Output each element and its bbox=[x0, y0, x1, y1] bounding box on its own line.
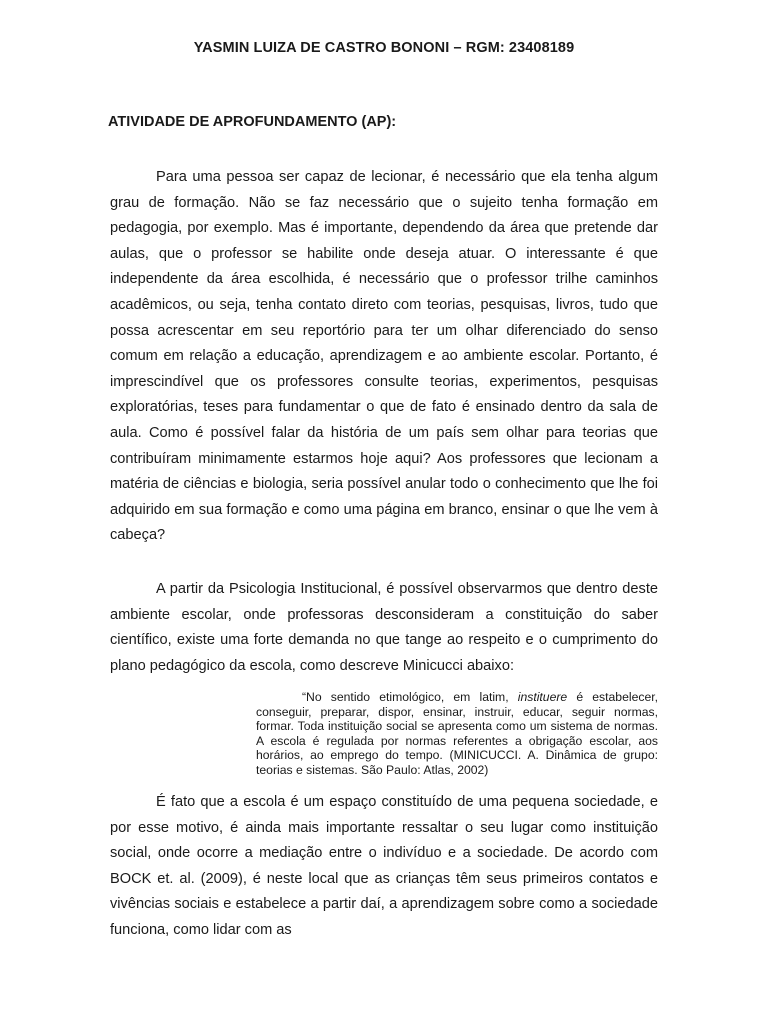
quote-text-end: é estabelecer, conseguir, preparar, dispor, ensinar, instruir, educar, seguir normas, formar. Toda instituição social se apresenta como um sistema de normas. A escola é regulada por normas referentes a obrigação escolar, aos horários, ao emprego do tempo. (MINICUCCI. A. Dinâmica de grupo: teorias e sistemas. São Paulo: Atlas, 2002) bbox=[256, 690, 658, 777]
paragraph-3: É fato que a escola é um espaço constituído de uma pequena sociedade, e por esse motivo, é ainda mais importante ressaltar o seu lugar como instituição social, onde ocorre a mediação entre o indivíduo e a sociedade. De acordo com BOCK et. al. (2009), é neste local que as crianças têm seus primeiros contatos e vivências sociais e estabelece a partir daí, a aprendizagem sobre como a sociedade funciona, como lidar com as bbox=[110, 794, 658, 938]
paragraph-1: Para uma pessoa ser capaz de lecionar, é necessário que ela tenha algum grau de formação. Não se faz necessário que o sujeito tenha formação em pedagogia, por exemplo. Mas é importante, dependendo da área que pretende dar aulas, que o professor se habilite onde deseja atuar. O interessante é que independente da área escolhida, é necessário que o professor trilhe caminhos acadêmicos, ou seja, tenha contato direto com teorias, pesquisas, livros, tudo que possa acrescentar em seu reportório para ter um olhar diferenciado do senso comum em relação a educação, aprendizagem e ao ambiente escolar. Portanto, é imprescindível que os professores consulte teorias, experimentos, pesquisas exploratórias, teses para fundamentar o que de fato é ensinado dentro da sala de aula. Como é possível falar da história de um país sem olhar para teorias que contribuíram minimamente estarmos hoje aqui? Aos professores que lecionam a matéria de ciências e biologia, seria possível anular todo o conhecimento que lhe foi adquirido em sua formação e como uma página em branco, ensinar o que lhe vem à cabeça? bbox=[110, 169, 658, 544]
author-header: YASMIN LUIZA DE CASTRO BONONI – RGM: 23408189 bbox=[193, 40, 575, 56]
quote-text-start: “No sentido etimológico, em latim, bbox=[302, 690, 518, 704]
quote-italic-term: instituere bbox=[517, 690, 568, 704]
section-title: ATIVIDADE DE APROFUNDAMENTO (AP): bbox=[108, 114, 397, 130]
block-quote bbox=[256, 690, 658, 778]
paragraph-2: A partir da Psicologia Institucional, é possível observarmos que dentro deste ambiente escolar, onde professoras desconsideram a constituição do saber científico, existe uma forte demanda no que tange ao respeito e o cumprimento do plano pedagógico da escola, como descreve Minicucci abaixo: bbox=[110, 581, 658, 674]
